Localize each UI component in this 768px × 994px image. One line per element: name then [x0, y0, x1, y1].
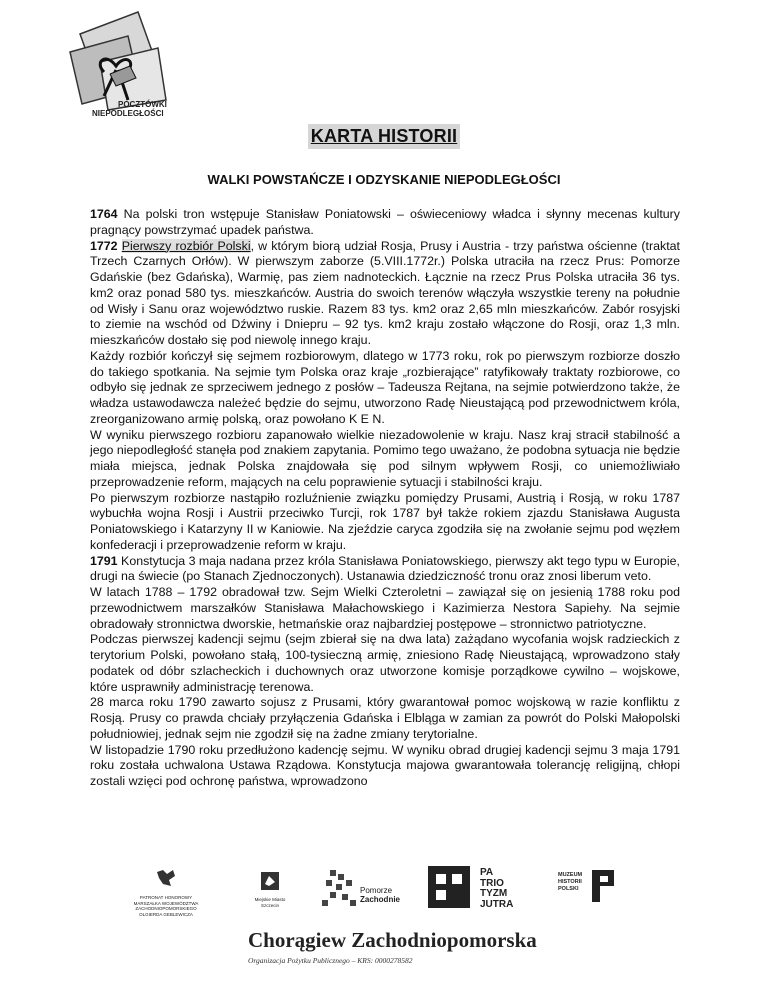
patronat-line: PATRONAT HONOROWY: [139, 895, 193, 900]
paragraph-1772: [90, 239, 680, 349]
paragraph: 28 marca roku 1790 zawarto sojusz z Prusami, który gwarantował pomoc wojskową w razie konfliktu z Rosją. Prusy co prawda chciały przyłączenia Gdańska i Elbląga w zamian za powrót do Polski Małopolski południowiej, jednak sejm nie zgodził się na żadne zmiany terytorialne.: [90, 695, 680, 741]
page-subtitle: WALKI POWSTAŃCZE I ODZYSKANIE NIEPODLEGŁOŚCI: [207, 172, 561, 187]
muzeum-line: POLSKI: [558, 886, 579, 892]
pomorze-line: Pomorze: [360, 886, 393, 895]
patronat-logo: [118, 868, 214, 917]
logo-line2: NIEPODLEGŁOŚCI: [92, 109, 164, 118]
paragraph: Podczas pierwszej kadencji sejmu (sejm zbierał się na dwa lata) zażądano wycofania wojsk radzieckich z terytorium Polski, powołano stałą, 100-tysieczną armię, zniesiono Radę Nieustającą, wprowadzono stały podatek od dóbr szlacheckich i duchownych oraz utworzone komisje porządkowe cywilno – wojskowe, które usprawniły administrację terenowa.: [90, 632, 680, 694]
patriotyzm-line: PA: [480, 867, 494, 878]
muzeum-line: HISTORII: [558, 879, 582, 885]
logo-text: [92, 100, 167, 118]
szczecin-logo: [250, 870, 290, 908]
patriotyzm-line: TRIO: [480, 877, 504, 889]
muzeum-p-icon: [588, 866, 618, 906]
pomorze-mosaic-icon: [320, 866, 362, 912]
paragraph-text: Na polski tron wstępuje Stanisław Poniatowski – oświeceniowy władca i słynny mecenas kultury pragnący powstrzymać upadek państwa.: [90, 207, 680, 237]
patriotyzm-jutra-logo: [428, 866, 538, 922]
patronat-line: OLGIERDA GEBLEWICZA: [139, 911, 193, 917]
paragraph: W wyniku pierwszego rozbioru zapanowało wielkie niezadowolenie w kraju. Nasz kraj stracił stabilność a jego niepodległość stanęła pod znakiem zapytania. Pomimo tego uważano, że podobna sytuacja nie będzie miała miejsca, jednak Polska znajdowała się pod silnym wpływem Rosji, co uniemożliwiało przeprowadzenie reform, mających na celu poprawienie sytuacji i stabilności kraju.: [90, 427, 680, 489]
muzeum-historii-polski-logo: [558, 866, 638, 922]
city-crest-icon: [259, 870, 281, 892]
title-wrap: [0, 124, 768, 149]
miasto-line: Miejskie Miasto: [254, 897, 286, 902]
document-body: [90, 207, 680, 790]
year-label: 1764: [90, 207, 118, 221]
choragiew-sub: Organizacja Pożytku Publicznego – KRS: 0000278582: [248, 956, 413, 965]
paragraph: W latach 1788 – 1792 obradował tzw. Sejm Wielki Czteroletni – zawiązał się on jesienią 1788 roku pod przewodnictwem marszałków Stanisława Małachowskiego i Kazimierza Nestora Sapiehy. Na sejmie obradowały stronnictwa dworskie, hetmańskie oraz najbardziej postępowe – stronnictwo patriotyczne.: [90, 585, 680, 631]
paragraph-text: Konstytucja 3 maja nadana przez króla Stanisława Poniatowskiego, pierwszy akt tego typu w Europie, drugi na świecie (po Stanach Zjednoczonych). Ustanawia dziedziczność tronu oraz znosi liberum veto.: [90, 553, 680, 584]
paragraph: Po pierwszym rozbiorze nastąpiło rozluźnienie związku pomiędzy Prusami, Austrią i Rosją, w roku 1787 wybuchła wojna Rosji i Austrii przeciwko Turcji, rok 1787 był także rokiem zjazdu Stanisława Augusta Poniatowskiego i Katarzyny II w Kaniowie. Na zjeździe caryca zgodziła się na zwołanie sejmu pod węzłem konfederacji i przeprowadzenie reform w kraju.: [90, 490, 680, 552]
patronat-line: ZACHODNIOPOMORSKIEGO: [135, 906, 197, 911]
sponsor-footer: [0, 860, 768, 994]
pomorze-line: Zachodnie: [360, 895, 401, 904]
miasto-line: Szczecin: [260, 902, 279, 908]
paragraph: W listopadzie 1790 roku przedłużono kadencję sejmu. W wyniku obrad drugiej kadencji sejmu 3 maja 1791 roku została uchwalona Ustawa Rządowa. Konstytucja majowa gwarantowała tolerancję religijną, chłopi zostali wzięci pod ochronę państwa, wprowadzono: [90, 742, 680, 788]
patriotyzm-line: JUTRA: [480, 898, 514, 910]
patriotyzm-icon: [428, 866, 470, 908]
first-partition-link[interactable]: Pierwszy rozbiór Polski: [121, 238, 251, 253]
paragraph-1764: [90, 207, 680, 239]
paragraph-text: , w którym biorą udział Rosja, Prusy i Austria - trzy państwa ościenne (traktat Trzech Czarnych Orłów). W pierwszym zaborze (5.VIII.1772r.) Polska utraciła na rzecz Prus: Pomorze Gdańskie (bez Gdańska), Warmię, pas ziem nadnoteckich. Łącznie na rzecz Prus Polska utraciła 36 tys. km2 oraz ponad 580 tys. mieszkańców. Austria do swoich terenów włączyła wszystkie tereny na południe od Wisły i Sanu oraz województwo ruskie. Razem 83 tys. km2 oraz 2,65 mln mieszkańców. Zabór rosyjski to ziemie na wschód od Dźwiny i Dniepru – 92 tys. km2 kraju zostało włączone do Rosji, oraz 1,3 mln. mieszkańców dostało się pod niewolę innego kraju.: [90, 238, 680, 347]
patronat-line: MARSZAŁKA WOJEWÓDZTWA: [133, 900, 199, 906]
year-label: 1791: [90, 553, 118, 568]
logo-line1: POCZTÓWKI: [118, 100, 167, 109]
year-label: 1772: [90, 238, 118, 253]
pomorze-zachodnie-logo: [320, 866, 400, 916]
page-title: KARTA HISTORII: [308, 124, 460, 149]
griffin-icon: [155, 868, 177, 888]
paragraph: Każdy rozbiór kończył się sejmem rozbiorowym, dlatego w 1773 roku, rok po pierwszym rozbiorze doszło do takiego spotkania. Na sejmie tym Polska oraz kraje „rozbierające” ratyfikowały traktaty rozbiorowe, co odbyło się jednak ze sprzeciwem jednego z posłów – Tadeusza Rejtana, na sejmie potwierdzono także, że władza ustawodawcza należeć będzie do sejmu, utworzono Radę Nieustającą pod przewodnictwem króla, zreorganizowano armię polską, oraz powołano K E N.: [90, 348, 680, 426]
patriotyzm-line: TYZM: [480, 888, 508, 899]
choragiew-name: Chorągiew Zachodniopomorska: [248, 928, 537, 952]
muzeum-line: MUZEUM: [558, 872, 583, 878]
paragraph-1791: [90, 554, 680, 586]
